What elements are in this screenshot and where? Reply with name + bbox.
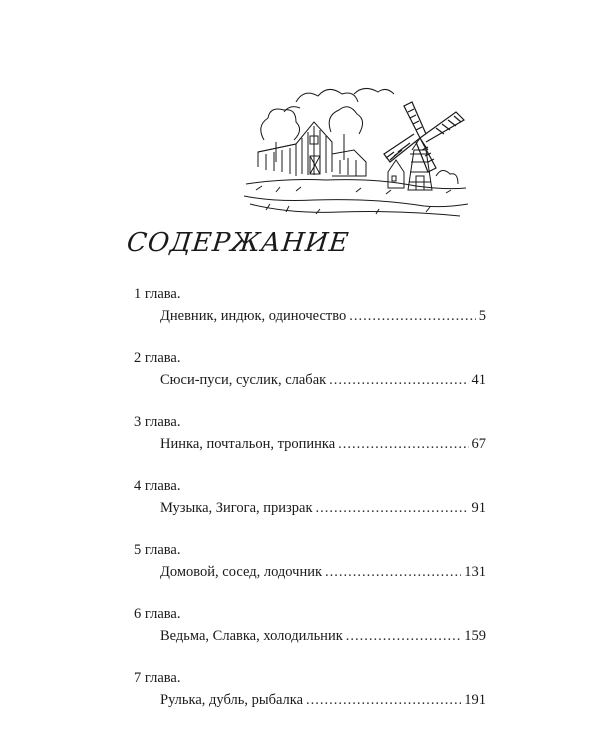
page-number: 131 xyxy=(464,564,486,580)
chapter-line xyxy=(160,436,486,453)
dot-leader xyxy=(349,308,476,325)
chapter-label: 5 глава. xyxy=(134,542,181,558)
dot-leader xyxy=(306,692,461,709)
chapter-label: 4 глава. xyxy=(134,478,181,494)
toc-entry xyxy=(134,478,486,538)
chapter-title: Сюси-пуси, суслик, слабак xyxy=(160,372,327,388)
toc-entry xyxy=(134,606,486,666)
toc-entry xyxy=(134,414,486,474)
chapter-line xyxy=(160,372,486,389)
chapter-line xyxy=(160,308,486,325)
chapter-label: 1 глава. xyxy=(134,286,181,302)
page-number: 159 xyxy=(464,628,486,644)
dot-leader xyxy=(315,500,468,517)
chapter-line xyxy=(160,628,486,645)
dot-leader xyxy=(325,564,461,581)
dot-leader xyxy=(329,372,468,389)
toc-heading: СОДЕРЖАНИЕ xyxy=(125,228,351,258)
chapter-label: 6 глава. xyxy=(134,606,181,622)
chapter-title: Рулька, дубль, рыбалка xyxy=(160,692,304,708)
chapter-label: 3 глава. xyxy=(134,414,181,430)
chapter-label: 2 глава. xyxy=(134,350,181,366)
toc-entry xyxy=(134,286,486,346)
page-number: 67 xyxy=(471,436,486,452)
page-number: 5 xyxy=(478,308,486,324)
chapter-line xyxy=(160,500,486,517)
chapter-title: Домовой, сосед, лодочник xyxy=(160,564,323,580)
page-number: 41 xyxy=(471,372,486,388)
chapter-title: Нинка, почтальон, тропинка xyxy=(160,436,336,452)
windmill-farm-illustration xyxy=(236,72,476,222)
chapter-title: Музыка, Зигога, призрак xyxy=(160,500,313,516)
dot-leader xyxy=(346,628,462,645)
dot-leader xyxy=(338,436,468,453)
toc-entry xyxy=(134,542,486,602)
chapter-title: Дневник, индюк, одиночество xyxy=(160,308,347,324)
page-number: 191 xyxy=(464,692,486,708)
chapter-title: Ведьма, Славка, холодильник xyxy=(160,628,343,644)
chapter-line xyxy=(160,564,486,581)
chapter-label: 7 глава. xyxy=(134,670,181,686)
page-number: 91 xyxy=(471,500,486,516)
toc-entry xyxy=(134,350,486,410)
chapter-line xyxy=(160,692,486,709)
toc-entry xyxy=(134,670,486,730)
